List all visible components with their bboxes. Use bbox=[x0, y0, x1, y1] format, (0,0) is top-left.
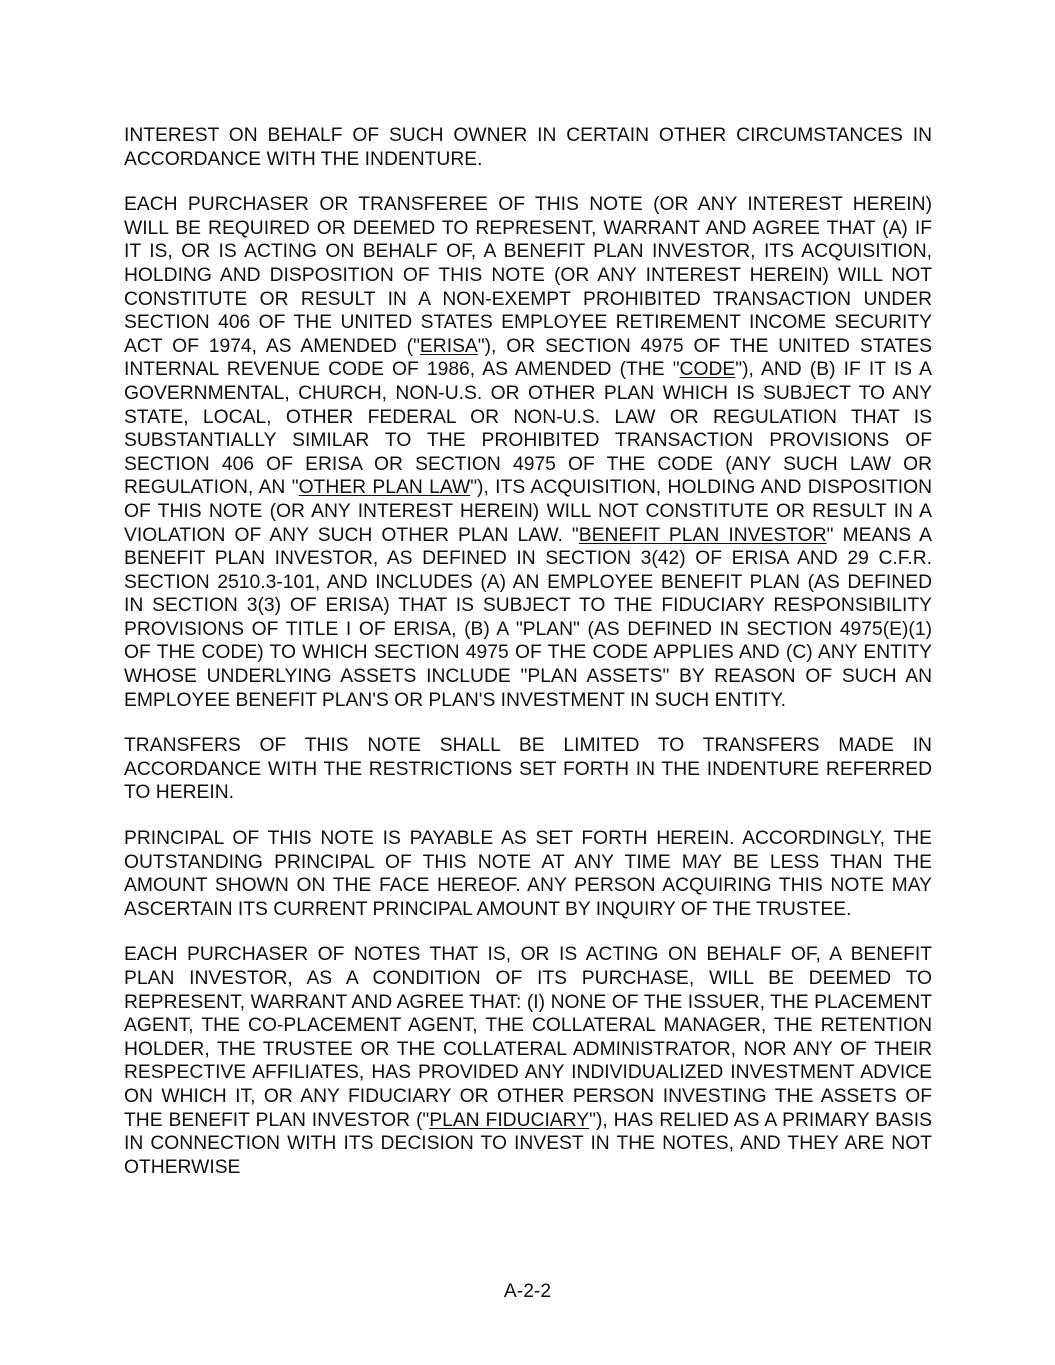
defined-term-code: CODE bbox=[679, 359, 736, 381]
text-segment: EACH PURCHASER OR TRANSFEREE OF THIS NOTE (OR ANY INTEREST HEREIN) WILL BE REQUIRED OR DEEMED TO REPRESENT, WARRANT AND AGREE THAT (A) IF IT IS, OR IS ACTING ON BEHALF OF, A BENEFIT PLAN INVESTOR, ITS ACQUISITION, HOLDING AND DISPOSITION OF THIS NOTE (OR ANY INTEREST HEREIN) WILL NOT CONSTITUTE OR RESULT IN A NON-EXEMPT PROHIBITED TRANSACTION UNDER SECTION 406 OF THE UNITED STATES EMPLOYEE RETIREMENT INCOME SECURITY ACT OF 1974, AS AMENDED (" bbox=[124, 194, 932, 357]
text-segment: "), OR SECTION 4975 OF THE UNITED STATES INTERNAL REVENUE CODE OF 1986, AS AMENDED (THE " bbox=[124, 335, 932, 381]
defined-term-benefit-plan-investor: BENEFIT PLAN INVESTOR bbox=[578, 524, 827, 546]
defined-term-erisa: ERISA bbox=[419, 335, 478, 357]
paragraph-continuation: INTEREST ON BEHALF OF SUCH OWNER IN CERTAIN OTHER CIRCUMSTANCES IN ACCORDANCE WITH THE INDENTURE. bbox=[124, 125, 932, 170]
paragraph-purchaser-representations bbox=[124, 193, 932, 712]
text-segment: EACH PURCHASER OF NOTES THAT IS, OR IS ACTING ON BEHALF OF, A BENEFIT PLAN INVESTOR, AS A CONDITION OF ITS PURCHASE, WILL BE DEEMED TO REPRESENT, WARRANT AND AGREE THAT: (I) NONE OF THE ISSUER, THE PLACEMENT AGENT, THE CO-PLACEMENT AGENT, THE COLLATERAL MANAGER, THE RETENTION HOLDER, THE TRUSTEE OR THE COLLATERAL ADMINISTRATOR, NOR ANY OF THEIR RESPECTIVE AFFILIATES, HAS PROVIDED ANY INDIVIDUALIZED INVESTMENT ADVICE ON WHICH IT, OR ANY FIDUCIARY OR OTHER PERSON INVESTING THE ASSETS OF THE BENEFIT PLAN INVESTOR (" bbox=[124, 944, 932, 1131]
paragraph-principal: PRINCIPAL OF THIS NOTE IS PAYABLE AS SET FORTH HEREIN. ACCORDINGLY, THE OUTSTANDING PRINCIPAL OF THIS NOTE AT ANY TIME MAY BE LESS THAN THE AMOUNT SHOWN ON THE FACE HEREOF. ANY PERSON ACQUIRING THIS NOTE MAY ASCERTAIN ITS CURRENT PRINCIPAL AMOUNT BY INQUIRY OF THE TRUSTEE. bbox=[124, 828, 932, 920]
text-segment: "), ITS ACQUISITION, HOLDING AND DISPOSITION OF THIS NOTE (OR ANY INTEREST HEREIN) WILL NOT CONSTITUTE OR RESULT IN A VIOLATION OF ANY SUCH OTHER PLAN LAW. " bbox=[124, 477, 932, 546]
text-segment: "), AND (B) IF IT IS A GOVERNMENTAL, CHURCH, NON-U.S. OR OTHER PLAN WHICH IS SUBJECT TO ANY STATE, LOCAL, OTHER FEDERAL OR NON-U.S. LAW OR REGULATION THAT IS SUBSTANTIALLY SIMILAR TO THE PROHIBITED TRANSACTION PROVISIONS OF SECTION 406 OF ERISA OR SECTION 4975 OF THE CODE (ANY SUCH LAW OR REGULATION, AN " bbox=[124, 359, 933, 499]
text-segment: " MEANS A BENEFIT PLAN INVESTOR, AS DEFINED IN SECTION 3(42) OF ERISA AND 29 C.F.R. SECTION 2510.3-101, AND INCLUDES (A) AN EMPLOYEE BENEFIT PLAN (AS DEFINED IN SECTION 3(3) OF ERISA) THAT IS SUBJECT TO THE FIDUCIARY RESPONSIBILITY PROVISIONS OF TITLE I OF ERISA, (B) A "PLAN" (AS DEFINED IN SECTION 4975(E)(1) OF THE CODE) TO WHICH SECTION 4975 OF THE CODE APPLIES AND (C) ANY ENTITY WHOSE UNDERLYING ASSETS INCLUDE "PLAN ASSETS" BY REASON OF SUCH AN EMPLOYEE BENEFIT PLAN'S OR PLAN'S INVESTMENT IN SUCH ENTITY. bbox=[124, 524, 932, 711]
defined-term-plan-fiduciary: PLAN FIDUCIARY bbox=[429, 1109, 590, 1131]
document-page bbox=[124, 124, 932, 1201]
paragraph-benefit-plan-purchaser bbox=[124, 943, 932, 1179]
defined-term-other-plan-law: OTHER PLAN LAW bbox=[298, 477, 471, 499]
page-number: A-2-2 bbox=[503, 1281, 552, 1302]
paragraph-transfer-restrictions: TRANSFERS OF THIS NOTE SHALL BE LIMITED TO TRANSFERS MADE IN ACCORDANCE WITH THE RESTRICTIONS SET FORTH IN THE INDENTURE REFERRED TO HEREIN. bbox=[124, 735, 932, 804]
text-segment: "), HAS RELIED AS A PRIMARY BASIS IN CONNECTION WITH ITS DECISION TO INVEST IN THE NOTES, AND THEY ARE NOT OTHERWISE bbox=[124, 1109, 932, 1178]
